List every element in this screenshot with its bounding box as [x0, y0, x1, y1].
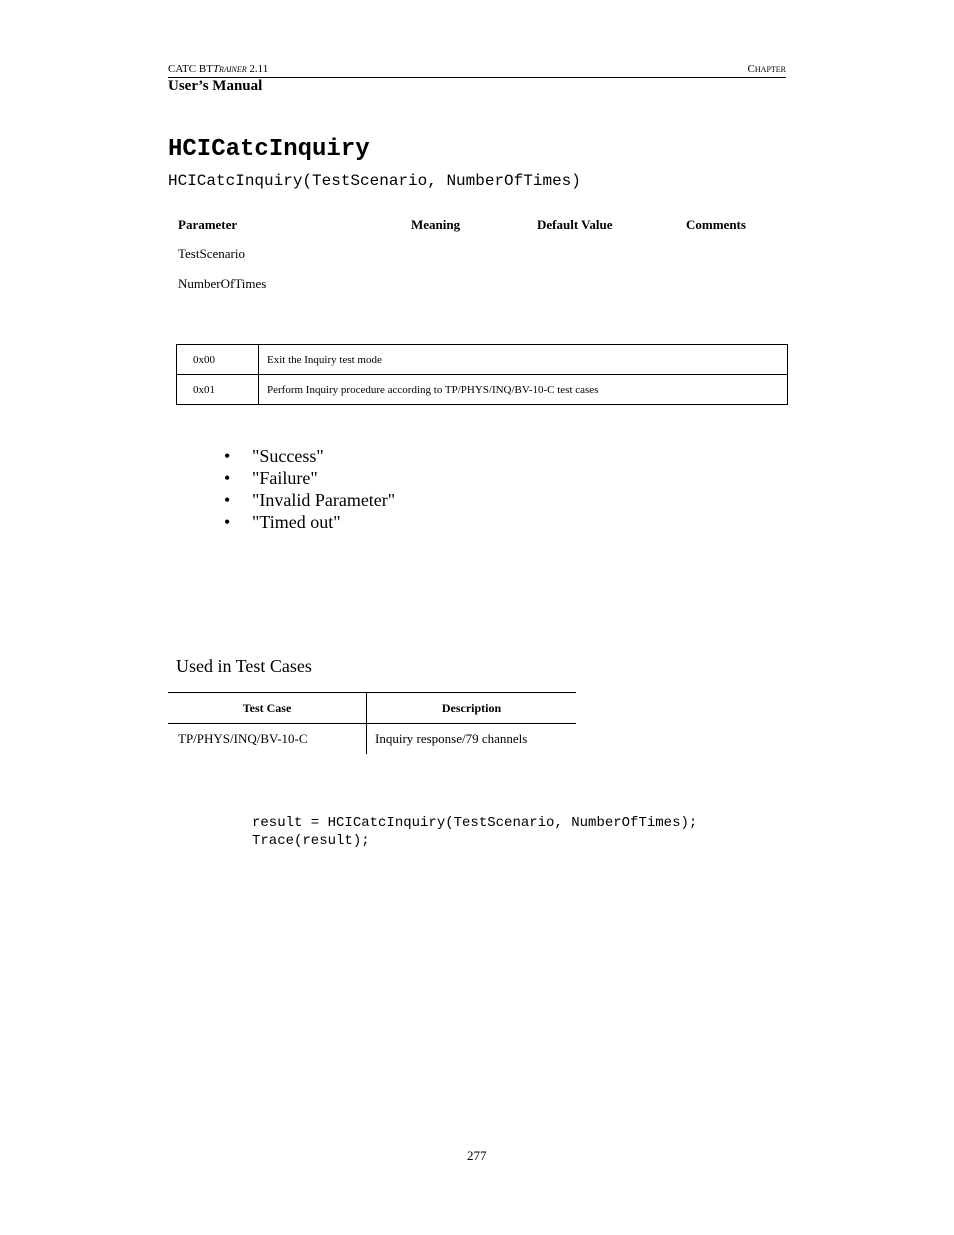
page-title: HCICatcInquiry: [168, 136, 370, 163]
return-value: "Timed out": [252, 512, 341, 532]
product-name: Trainer: [212, 63, 247, 75]
bullet-icon: •: [224, 490, 231, 510]
product-prefix: CATC BT: [168, 63, 213, 75]
value-cell: 0x00: [177, 345, 259, 375]
running-header-subtitle: User’s Manual: [168, 78, 263, 94]
bullet-icon: •: [224, 468, 231, 488]
return-value: "Success": [252, 446, 324, 466]
value-cell: 0x01: [177, 375, 259, 405]
list-item: [224, 467, 395, 489]
return-value: "Failure": [252, 468, 318, 488]
list-item: [224, 445, 395, 467]
return-value: "Invalid Parameter": [252, 490, 396, 510]
bullet-icon: •: [224, 512, 231, 532]
test-scenario-values-table: [176, 344, 788, 405]
table-row: [177, 375, 788, 405]
list-item: [224, 511, 395, 533]
code-line: Trace(result);: [252, 833, 370, 849]
running-header-chapter: Chapter: [747, 63, 786, 75]
param-header-parameter: Parameter: [178, 217, 238, 232]
param-name: TestScenario: [178, 246, 245, 261]
used-in-heading: Used in Test Cases: [176, 656, 312, 676]
header-description: Description: [367, 693, 577, 724]
function-signature: HCICatcInquiry(TestScenario, NumberOfTimes): [168, 172, 581, 190]
bullet-icon: •: [224, 446, 231, 466]
meaning-cell: Perform Inquiry procedure according to TP/PHYS/INQ/BV-10-C test cases: [259, 375, 788, 405]
code-example: [252, 814, 697, 850]
meaning-cell: Exit the Inquiry test mode: [259, 345, 788, 375]
return-values-list: [224, 445, 395, 533]
test-case-cell: TP/PHYS/INQ/BV-10-C: [168, 724, 367, 755]
param-header-default: Default Value: [537, 217, 613, 232]
description-cell: Inquiry response/79 channels: [375, 731, 528, 746]
list-item: [224, 489, 395, 511]
page-number: 277: [467, 1148, 487, 1163]
table-row: [168, 724, 576, 755]
running-header-product: [168, 63, 268, 75]
table-row: [177, 345, 788, 375]
param-header-meaning: Meaning: [411, 217, 461, 232]
table-header-row: [168, 693, 576, 724]
header-test-case: Test Case: [168, 693, 367, 724]
param-name: NumberOfTimes: [178, 276, 267, 291]
param-header-comments: Comments: [686, 217, 746, 232]
test-cases-table: [168, 692, 576, 754]
code-line: result = HCICatcInquiry(TestScenario, NumberOfTimes);: [252, 815, 698, 831]
version: 2.11: [249, 63, 269, 75]
